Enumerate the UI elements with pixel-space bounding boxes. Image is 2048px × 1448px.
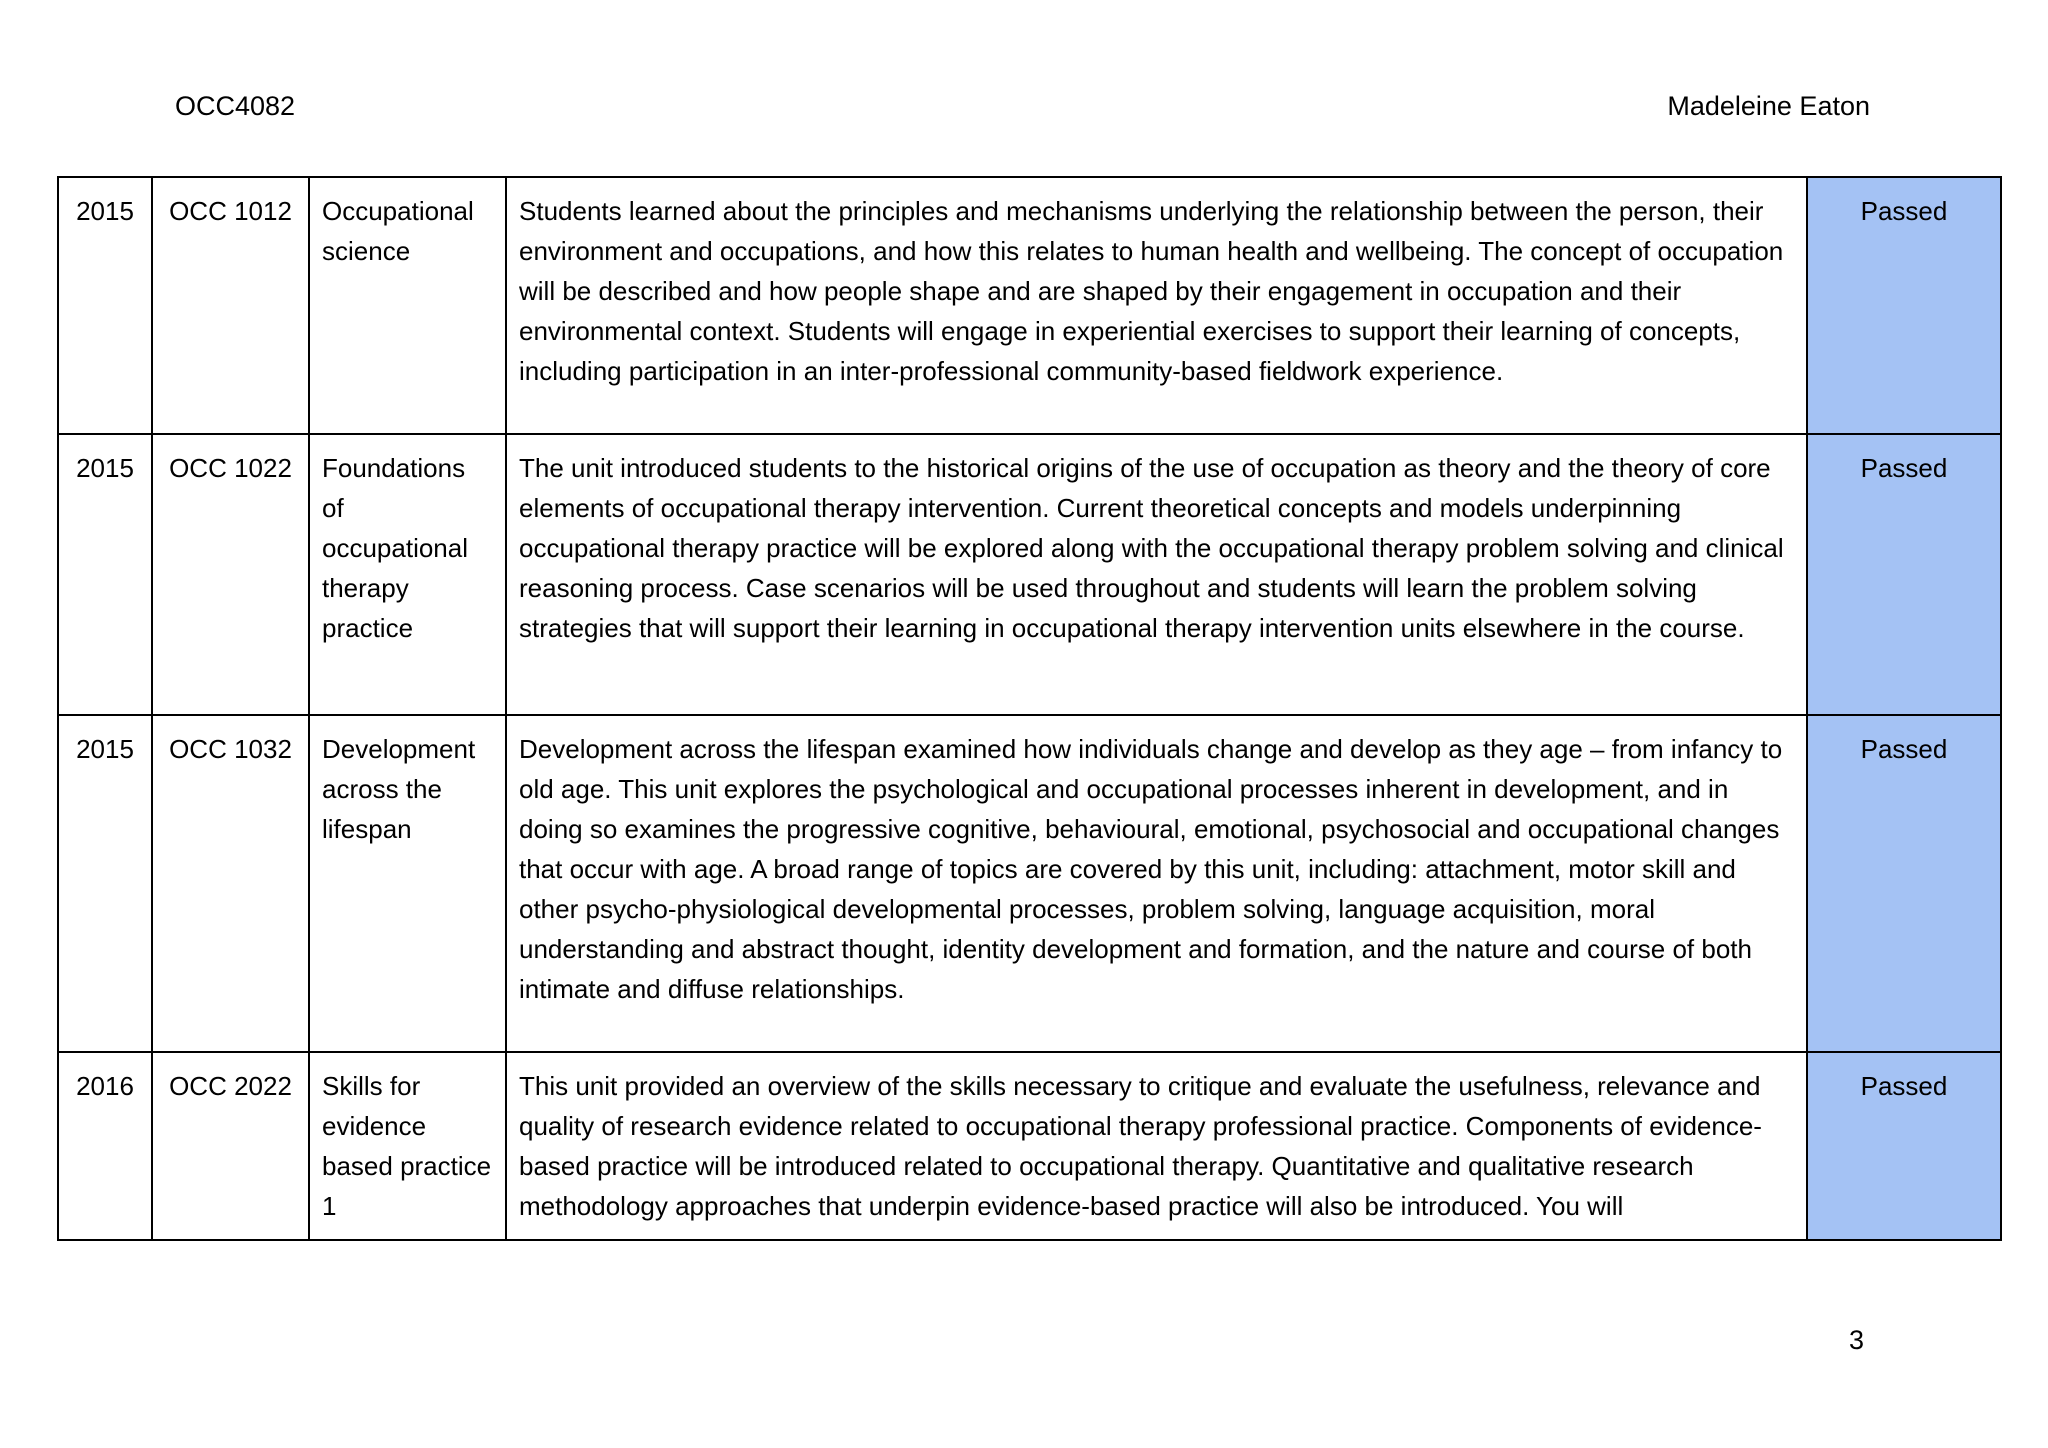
header-author-name: Madeleine Eaton xyxy=(1667,91,1870,121)
unit-year: 2015 xyxy=(58,434,152,715)
unit-name: Occupational science xyxy=(309,177,506,434)
unit-name: Foundations of occupational therapy practice xyxy=(309,434,506,715)
table-row xyxy=(58,715,2001,1052)
unit-code: OCC 1032 xyxy=(152,715,309,1052)
unit-result: Passed xyxy=(1807,177,2001,434)
table-row xyxy=(58,177,2001,434)
header-course-code: OCC4082 xyxy=(175,91,296,121)
unit-result: Passed xyxy=(1807,434,2001,715)
table-row xyxy=(58,1052,2001,1240)
unit-year: 2016 xyxy=(58,1052,152,1240)
unit-code: OCC 1012 xyxy=(152,177,309,434)
page-number: 3 xyxy=(1848,1325,1864,1355)
unit-name: Skills for evidence based practice 1 xyxy=(309,1052,506,1240)
units-table xyxy=(57,176,2002,1241)
unit-year: 2015 xyxy=(58,177,152,434)
unit-description: Development across the lifespan examined how individuals change and develop as they age – from infancy to old age. This unit explores the psychological and occupational processes inherent in development, and in doing so examines the progressive cognitive, behavioural, emotional, psychosocial and occupational changes that occur with age. A broad range of topics are covered by this unit, including: attachment, motor skill and other psycho-physiological developmental processes, problem solving, language acquisition, moral understanding and abstract thought, identity development and formation, and the nature and course of both intimate and diffuse relationships. xyxy=(506,715,1807,1052)
unit-year: 2015 xyxy=(58,715,152,1052)
unit-code: OCC 1022 xyxy=(152,434,309,715)
unit-name: Development across the lifespan xyxy=(309,715,506,1052)
unit-code: OCC 2022 xyxy=(152,1052,309,1240)
table-row xyxy=(58,434,2001,715)
unit-description: This unit provided an overview of the skills necessary to critique and evaluate the usefulness, relevance and quality of research evidence related to occupational therapy professional practice. Components of evidence-based practice will be introduced related to occupational therapy. Quantitative and qualitative research methodology approaches that underpin evidence-based practice will also be introduced. You will xyxy=(506,1052,1807,1240)
unit-result: Passed xyxy=(1807,715,2001,1052)
unit-description: The unit introduced students to the historical origins of the use of occupation as theory and the theory of core elements of occupational therapy intervention. Current theoretical concepts and models underpinning occupational therapy practice will be explored along with the occupational therapy problem solving and clinical reasoning process. Case scenarios will be used throughout and students will learn the problem solving strategies that will support their learning in occupational therapy intervention units elsewhere in the course. xyxy=(506,434,1807,715)
unit-result: Passed xyxy=(1807,1052,2001,1240)
unit-description: Students learned about the principles and mechanisms underlying the relationship between the person, their environment and occupations, and how this relates to human health and wellbeing. The concept of occupation will be described and how people shape and are shaped by their engagement in occupation and their environmental context. Students will engage in experiential exercises to support their learning of concepts, including participation in an inter-professional community-based fieldwork experience. xyxy=(506,177,1807,434)
